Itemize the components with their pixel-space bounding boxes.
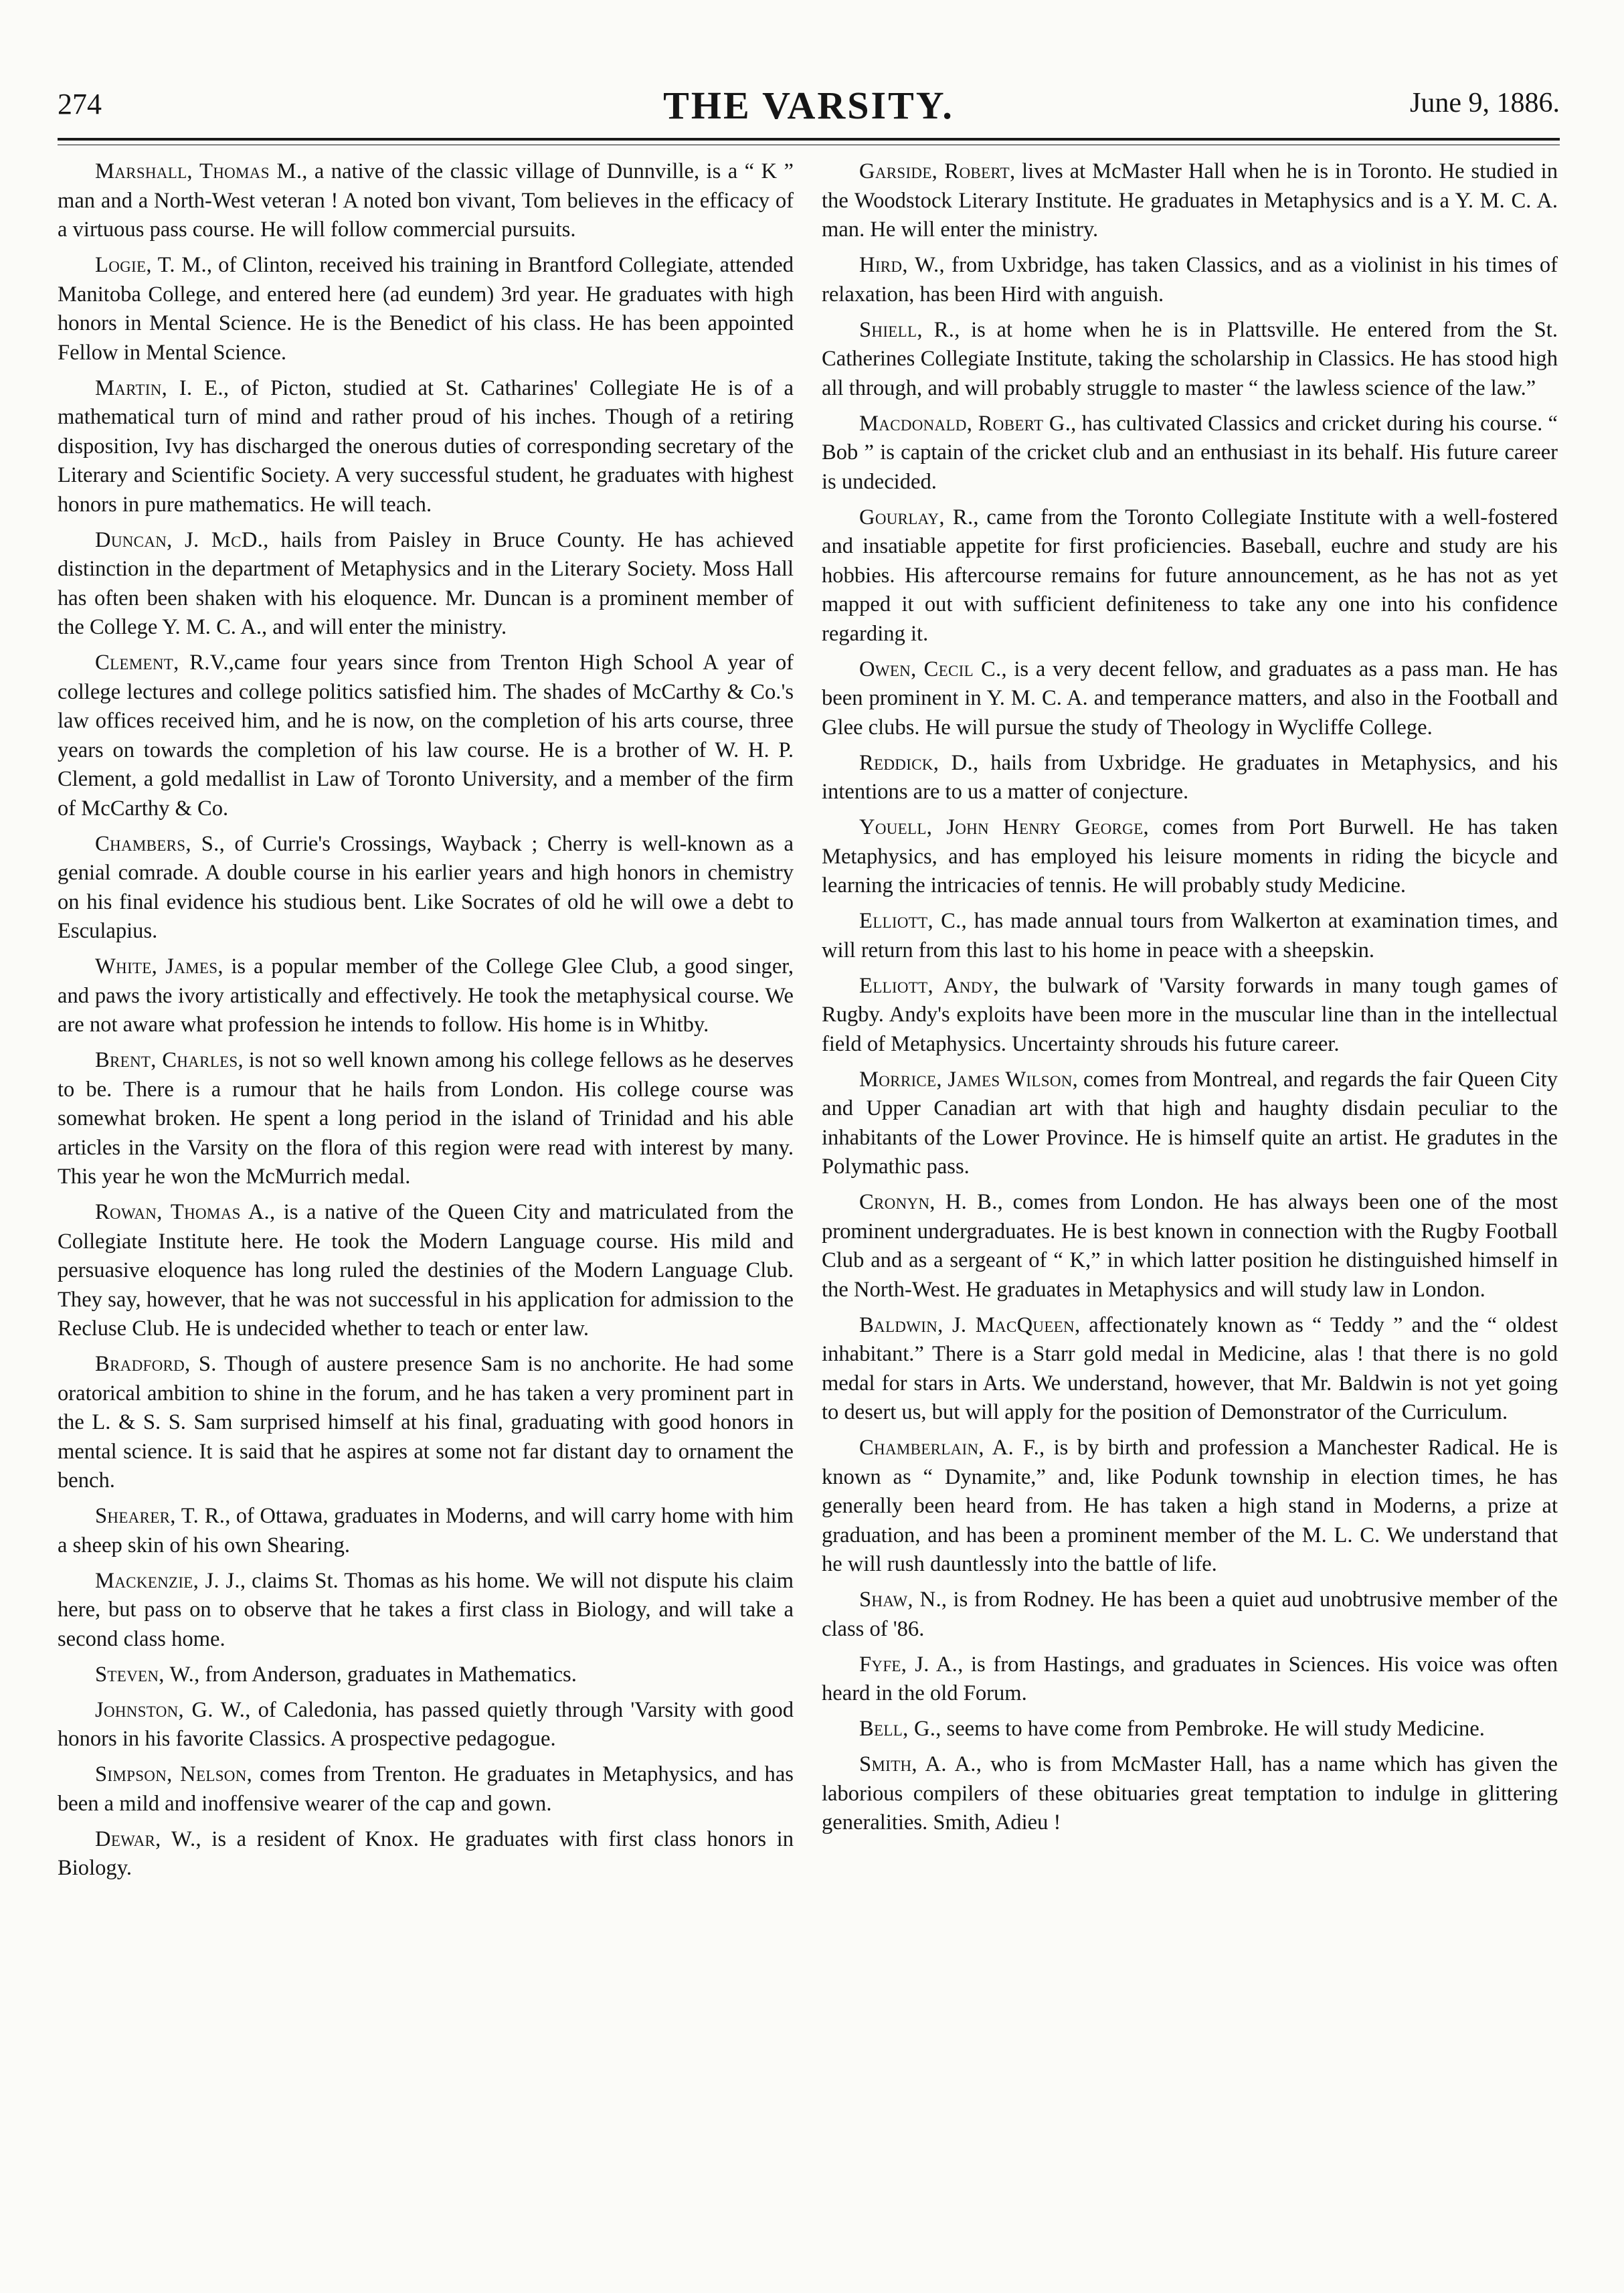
entry-paragraph: [822, 1715, 1558, 1744]
entry-text: , a native of the classic village of Dunnville, is a “ K ” man and a North-West veteran ! A noted bon vivant, Tom believes in the efficacy of a virtuous pass course. He will follow commercial pursuits.: [58, 159, 794, 242]
masthead-title: THE VARSITY.: [663, 84, 954, 127]
entry-text: , claims St. Thomas as his home. We will not dispute his claim here, but pass on to observe that he takes a first class in Biology, and will take a second class home.: [58, 1568, 794, 1651]
entry-paragraph: [58, 157, 794, 245]
entry-text: , is not so well known among his college fellows as he deserves to be. There is a rumour that he hails from London. His college course was somewhat broken. He spent a long period in the island of Trinidad and his able articles in the Varsity on the flora of this region were read with interest by many. This year he won the McMurrich medal.: [58, 1048, 794, 1189]
entry-name: Mackenzie, J. J.: [95, 1568, 240, 1593]
entry-text: , of Picton, studied at St. Catharines' Collegiate He is of a mathematical turn of mind and rather proud of his inches. Though of a retiring disposition, Ivy has discharged the onerous duties of corresponding secretary of the Literary and Scientific Society. A very successful student, he graduates with highest honors in pure mathematics. He will teach.: [58, 375, 794, 517]
entry-paragraph: [822, 157, 1558, 245]
entry-name: Cronyn, H. B.: [859, 1190, 998, 1214]
entry-name: Dewar, W.: [95, 1827, 196, 1851]
entry-name: Macdonald, Robert G.: [859, 411, 1071, 436]
entry-text: , comes from Port Burwell. He has taken Metaphysics, and has employed his leisure moments in riding the bicycle and learning the intricacies of tennis. He will probably study Medicine.: [822, 815, 1558, 898]
entry-text: , affectionately known as “ Teddy ” and the “ oldest inhabitant.” There is a Starr gold medal in Medicine, alas ! that there is no gold medal for stars in Arts. We understand, however, that Mr. Baldwin is not yet going to desert us, but will apply for the position of Demonstrator of the Curriculum.: [822, 1312, 1558, 1424]
entry-paragraph: [58, 1567, 794, 1654]
entry-paragraph: [58, 1046, 794, 1192]
entry-text: , comes from Montreal, and regards the fair Queen City and Upper Canadian art with that high and haughty disdain peculiar to the inhabitants of the Lower Province. He is himself quite an artist. He gradutes in the Polymathic pass.: [822, 1067, 1558, 1179]
entry-paragraph: [58, 1825, 794, 1883]
entry-paragraph: [58, 251, 794, 367]
entry-name: Elliott, C.: [859, 909, 962, 933]
entry-name: Smith, A. A.: [859, 1752, 976, 1776]
entry-name: Chamberlain, A. F.: [859, 1436, 1040, 1460]
entry-name: Marshall, Thomas M.: [95, 159, 302, 183]
entry-paragraph: [822, 503, 1558, 649]
entry-paragraph: [822, 251, 1558, 309]
entry-name: Garside, Robert: [859, 159, 1010, 183]
entry-name: Bradford, S.: [95, 1352, 217, 1376]
entry-name: Bell, G.: [859, 1717, 936, 1741]
entry-text: , from Uxbridge, has taken Classics, and as a violinist in his times of relaxation, has been Hird with anguish.: [822, 253, 1558, 307]
entry-text: , seems to have come from Pembroke. He will study Medicine.: [935, 1717, 1485, 1741]
entry-name: Reddick, D.: [859, 750, 973, 775]
entry-text: , comes from London. He has always been one of the most prominent undergraduates. He is best known in connection with the Rugby Football Club and as a sergeant of “ K,” in which latter position he distinguished himself in the North-West. He graduates in Metaphysics and will study law in London.: [822, 1190, 1558, 1302]
entry-name: Baldwin, J. MacQueen: [859, 1312, 1075, 1337]
entry-paragraph: [822, 1066, 1558, 1182]
entry-paragraph: [822, 1434, 1558, 1580]
entry-paragraph: [58, 1661, 794, 1690]
entry-name: Duncan, J. McD.: [95, 527, 264, 552]
entry-name: Martin, I. E.: [95, 375, 223, 400]
entry-paragraph: [822, 1311, 1558, 1428]
entry-paragraph: [58, 1198, 794, 1344]
entry-name: Shiell, R.: [859, 317, 955, 342]
entry-text: , the bulwark of 'Varsity forwards in many tough games of Rugby. Andy's exploits have been more in the muscular line than in the intellectual field of Metaphysics. Uncertainty shrouds his future career.: [822, 973, 1558, 1056]
entry-paragraph: [58, 1760, 794, 1818]
entry-text: , is a resident of Knox. He graduates with first class honors in Biology.: [58, 1827, 794, 1880]
entry-text: , hails from Paisley in Bruce County. He has achieved distinction in the department of Metaphysics and in the Literary Society. Moss Hall has often been shaken with his eloquence. Mr. Duncan is a prominent member of the College Y. M. C. A., and will enter the ministry.: [58, 527, 794, 639]
entry-paragraph: [822, 1750, 1558, 1838]
entry-paragraph: [58, 374, 794, 520]
entry-name: Owen, Cecil C.: [859, 657, 1002, 681]
entry-paragraph: [822, 316, 1558, 404]
entry-name: Hird, W.: [859, 253, 939, 277]
entry-text: , from Anderson, graduates in Mathematics.: [194, 1662, 577, 1687]
entry-name: Gourlay, R.: [859, 505, 974, 529]
entry-name: Fyfe, J. A.: [859, 1652, 958, 1677]
entry-name: Morrice, James Wilson: [859, 1067, 1073, 1092]
entry-text: , comes from Trenton. He graduates in Metaphysics, and has been a mild and inoffensive wearer of the cap and gown.: [58, 1762, 794, 1816]
entry-text: , of Currie's Crossings, Wayback ; Cherry is well-known as a genial comrade. A double course in his earlier years and high honors in chemistry on his final evidence his studious bent. Like Socrates of old he will owe a debt to Esculapius.: [58, 831, 794, 943]
entry-paragraph: [822, 1188, 1558, 1304]
entry-paragraph: [58, 649, 794, 823]
entry-text: , has cultivated Classics and cricket during his course. “ Bob ” is captain of the cricket club and an enthusiast in its behalf. His future career is undecided.: [822, 411, 1558, 494]
entry-text: , who is from McMaster Hall, has a name which has given the laborious compilers of these obituaries great temptation to indulge in glittering generalities. Smith, Adieu !: [822, 1752, 1558, 1835]
entry-name: Youell, John Henry George: [859, 815, 1144, 839]
entry-paragraph: [58, 1350, 794, 1496]
entry-paragraph: [58, 1696, 794, 1754]
entry-name: White, James: [95, 954, 218, 979]
entry-paragraph: [822, 907, 1558, 965]
issue-date: June 9, 1886.: [1410, 88, 1560, 118]
entry-name: Elliott, Andy: [859, 973, 994, 998]
page-header: [58, 80, 1560, 145]
entry-paragraph: [58, 526, 794, 643]
entry-paragraph: [822, 972, 1558, 1059]
entry-name: Rowan, Thomas A.: [95, 1200, 270, 1224]
entry-paragraph: [822, 410, 1558, 497]
entry-paragraph: [58, 830, 794, 946]
entry-name: Brent, Charles: [95, 1048, 238, 1072]
entry-text: , is from Hastings, and graduates in Sciences. His voice was often heard in the old Forum.: [822, 1652, 1558, 1705]
entry-paragraph: [822, 655, 1558, 743]
entry-text: , lives at McMaster Hall when he is in Toronto. He studied in the Woodstock Literary Institute. He graduates in Metaphysics and is a Y. M. C. A. man. He will enter the ministry.: [822, 159, 1558, 242]
entry-name: Chambers, S.: [95, 831, 219, 856]
entry-name: Shaw, N.: [859, 1588, 941, 1612]
entry-text: , hails from Uxbridge. He graduates in Metaphysics, and his intentions are to us a matter of conjecture.: [822, 750, 1558, 804]
entry-text: ,came four years since from Trenton High School A year of college lectures and college politics satisfied him. The shades of McCarthy & Co.'s law offices received him, and he is now, on the completion of his arts course, three years on towards the completion of his law course. He is a brother of W. H. P. Clement, a gold medallist in Law of Toronto University, and a member of the firm of McCarthy & Co.: [58, 651, 794, 821]
entry-paragraph: [58, 1502, 794, 1560]
entry-text: Though of austere presence Sam is no anchorite. He had some oratorical ambition to shine in the forum, and he has taken a very prominent part in the L. & S. S. Sam surprised himself at his final, graduating with good honors in mental science. It is said that he aspires at some not far distant day to ornament the bench.: [58, 1352, 794, 1493]
entry-name: Shearer, T. R.: [95, 1504, 225, 1528]
entry-paragraph: [822, 749, 1558, 807]
entry-text: , of Caledonia, has passed quietly through 'Varsity with good honors in his favorite Classics. A prospective pedagogue.: [58, 1697, 794, 1751]
entry-paragraph: [822, 813, 1558, 901]
left-column: [58, 157, 794, 1889]
entry-text: , has made annual tours from Walkerton at examination times, and will return from this last to his home in peace with a sheepskin.: [822, 909, 1558, 962]
entry-text: , of Ottawa, graduates in Moderns, and will carry home with him a sheep skin of his own Shearing.: [58, 1504, 794, 1557]
entry-text: , is at home when he is in Plattsville. He entered from the St. Catherines Collegiate Institute, taking the scholarship in Classics. He has stood high all through, and will probably struggle to master “ the lawless science of the law.”: [822, 317, 1558, 400]
entry-name: Simpson, Nelson: [95, 1762, 247, 1786]
page-number: 274: [58, 88, 102, 120]
entry-name: Clement, R.V.: [95, 651, 229, 675]
header-rule: [58, 138, 1560, 145]
entry-text: , is from Rodney. He has been a quiet aud unobtrusive member of the class of '86.: [822, 1588, 1558, 1641]
entry-paragraph: [822, 1586, 1558, 1644]
entry-text: , of Clinton, received his training in Brantford Collegiate, attended Manitoba College, and entered here (ad eundem) 3rd year. He graduates with high honors in Mental Science. He is the Benedict of his class. He has been appointed Fellow in Mental Science.: [58, 253, 794, 365]
entry-name: Johnston, G. W.: [95, 1697, 246, 1722]
right-column: [822, 157, 1558, 1844]
entry-name: Logie, T. M.: [95, 253, 207, 277]
entry-text: , is a very decent fellow, and graduates as a pass man. He has been prominent in Y. M. C. A. and temperance matters, and also in the Football and Glee clubs. He will pursue the study of Theology in Wycliffe College.: [822, 657, 1558, 740]
entry-text: , is by birth and profession a Manchester Radical. He is known as “ Dynamite,” and, like Podunk township in election times, he has generally been heard from. He has taken a high stand in Moderns, a prize at graduation, and has been a prominent member of the M. L. C. We understand that he will rush dauntlessly into the battle of life.: [822, 1436, 1558, 1576]
entry-text: , came from the Toronto Collegiate Institute with a well-fostered and insatiable appetite for first proficiencies. Baseball, euchre and study are his hobbies. His aftercourse remains for future announcement, as he has not as yet mapped it out with sufficient definiteness to take any one into his confidence regarding it.: [822, 505, 1558, 646]
entry-text: , is a popular member of the College Glee Club, a good singer, and paws the ivory artistically and effectively. He took the metaphysical course. We are not aware what profession he intends to follow. His home is in Whitby.: [58, 954, 794, 1037]
entry-name: Steven, W.: [95, 1662, 195, 1687]
entry-paragraph: [58, 952, 794, 1040]
entry-paragraph: [822, 1650, 1558, 1709]
entry-text: , is a native of the Queen City and matriculated from the Collegiate Institute here. He took the Modern Language course. His mild and persuasive eloquence has long ruled the destinies of the Modern Language Club. They say, however, that he was not successful in his application for admission to the Recluse Club. He is undecided whether to teach or enter law.: [58, 1200, 794, 1341]
